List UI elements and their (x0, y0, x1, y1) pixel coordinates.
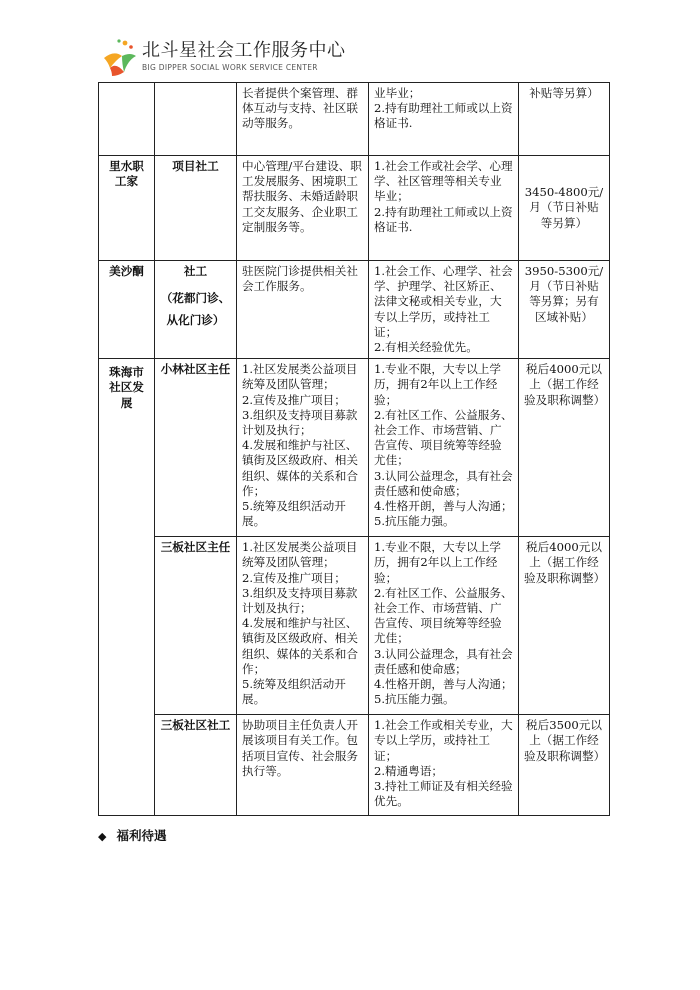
requirement-line: 业毕业； (374, 86, 421, 100)
pay-cell: 税后4000元以上（据工作经验及职称调整） (519, 359, 610, 537)
org-cell (99, 83, 155, 156)
position-cell: 小林社区主任 (155, 359, 237, 537)
requirement-line: 1.社会工作、心理学、社会学、护理学、社区矫正、法律文秘或相关专业，大专以上学历，或持社工证； (374, 264, 513, 339)
requirement-line: 1.专业不限，大专以上学历，拥有2年以上工作经验； (374, 540, 501, 585)
duty-line: 5.统筹及组织活动开展。 (242, 499, 346, 529)
diamond-bullet-icon: ◆ (98, 830, 107, 843)
requirement-line: 2.持有助理社工师或以上资格证书. (374, 204, 513, 234)
requirement-line: 1.专业不限，大专以上学历，拥有2年以上工作经验； (374, 362, 501, 407)
duty-cell (237, 156, 369, 261)
table-row (99, 156, 610, 261)
requirement-cell (369, 261, 519, 359)
requirement-line: 3.认同公益理念，具有社会责任感和使命感； (374, 646, 513, 676)
org-name-cn: 北斗星社会工作服务中心 (142, 40, 346, 61)
duty-line: 长者提供个案管理、群体互动与支持、社区联动等服务。 (242, 86, 358, 131)
duty-line: 5.统筹及组织活动开展。 (242, 677, 346, 707)
pay-cell: 3950-5300元/月（节日补贴等另算；另有区域补贴） (519, 261, 610, 359)
requirement-line: 2.精通粤语； (374, 763, 444, 778)
job-table-body (99, 83, 610, 816)
duty-line: 2.宣传及推广项目； (242, 570, 346, 585)
requirement-line: 3.认同公益理念，具有社会责任感和使命感； (374, 468, 513, 498)
position-cell: 三板社区社工 (155, 715, 237, 816)
requirement-line: 3.持社工师证及有相关经验优先。 (374, 779, 513, 809)
requirement-line: 2.有社区工作、公益服务、社会工作、市场营销、广告宣传、项目统筹等经验尤佳； (374, 407, 513, 468)
org-cell: 珠海市社区发展 (99, 359, 155, 816)
table-row (99, 83, 610, 156)
duty-line: 中心管理/平台建设、职工发展服务、困境职工帮扶服务、未婚适龄职工交友服务、企业职工定制服务等。 (242, 159, 362, 234)
table-row (99, 537, 610, 715)
duty-line: 1.社区发展类公益项目统筹及团队管理； (242, 540, 358, 570)
duty-cell (237, 537, 369, 715)
job-table (98, 82, 610, 816)
pay-cell: 税后4000元以上（据工作经验及职称调整） (519, 537, 610, 715)
duty-line: 4.发展和维护与社区、镇街及区级政府、相关组织、媒体的关系和合作； (242, 438, 358, 498)
requirement-line: 4.性格开朗，善与人沟通；5.抗压能力强。 (374, 499, 513, 529)
org-name-en: BIG DIPPER SOCIAL WORK SERVICE CENTER (142, 63, 318, 72)
requirement-cell (369, 715, 519, 816)
duty-line: 3.组织及支持项目募款计划及执行； (242, 407, 358, 438)
requirement-cell (369, 537, 519, 715)
duty-cell (237, 261, 369, 359)
duty-line: 3.组织及支持项目募款计划及执行； (242, 585, 358, 616)
position-cell: 项目社工 (155, 156, 237, 261)
table-row (99, 261, 610, 359)
welfare-label: 福利待遇 (116, 828, 167, 843)
duty-cell (237, 715, 369, 816)
duty-line: 1.社区发展类公益项目统筹及团队管理； (242, 362, 358, 392)
big-dipper-logo-icon (100, 38, 138, 78)
pay-cell: 补贴等另算） (519, 83, 610, 156)
pay-cell: 税后3500元以上（据工作经验及职称调整） (519, 715, 610, 816)
requirement-line: 2.有相关经验优先。 (374, 340, 478, 355)
org-cell: 里水职工家 (99, 156, 155, 261)
welfare-heading (98, 826, 166, 844)
duty-line: 驻医院门诊提供相关社会工作服务。 (242, 264, 358, 294)
duty-line: 4.发展和维护与社区、镇街及区级政府、相关组织、媒体的关系和合作； (242, 616, 358, 676)
requirement-line: 1.社会工作或相关专业，大专以上学历，或持社工证； (374, 718, 513, 763)
duty-line: 协助项目主任负责人开展该项目有关工作。包括项目宣传、社会服务执行等。 (242, 718, 358, 778)
pay-cell: 3450-4800元/月（节日补贴等另算） (519, 156, 610, 261)
table-row (99, 359, 610, 537)
duty-cell (237, 83, 369, 156)
duty-cell (237, 359, 369, 537)
requirement-line: 1.社会工作或社会学、心理学、社区管理等相关专业毕业； (374, 159, 513, 204)
page-header (100, 34, 400, 82)
requirement-cell (369, 83, 519, 156)
requirement-cell (369, 359, 519, 537)
requirement-line: 4.性格开朗，善与人沟通；5.抗压能力强。 (374, 677, 513, 707)
requirement-line: 2.持有助理社工师或以上资格证书. (374, 101, 513, 131)
position-subtitle: （花都门诊、从化门诊） (160, 291, 231, 328)
table-row (99, 715, 610, 816)
position-cell: 社工 （花都门诊、从化门诊） (155, 261, 237, 359)
requirement-line: 2.有社区工作、公益服务、社会工作、市场营销、广告宣传、项目统筹等经验尤佳； (374, 585, 513, 646)
duty-line: 2.宣传及推广项目； (242, 392, 346, 407)
position-cell: 三板社区主任 (155, 537, 237, 715)
org-cell: 美沙酮 (99, 261, 155, 359)
position-cell (155, 83, 237, 156)
requirement-cell (369, 156, 519, 261)
